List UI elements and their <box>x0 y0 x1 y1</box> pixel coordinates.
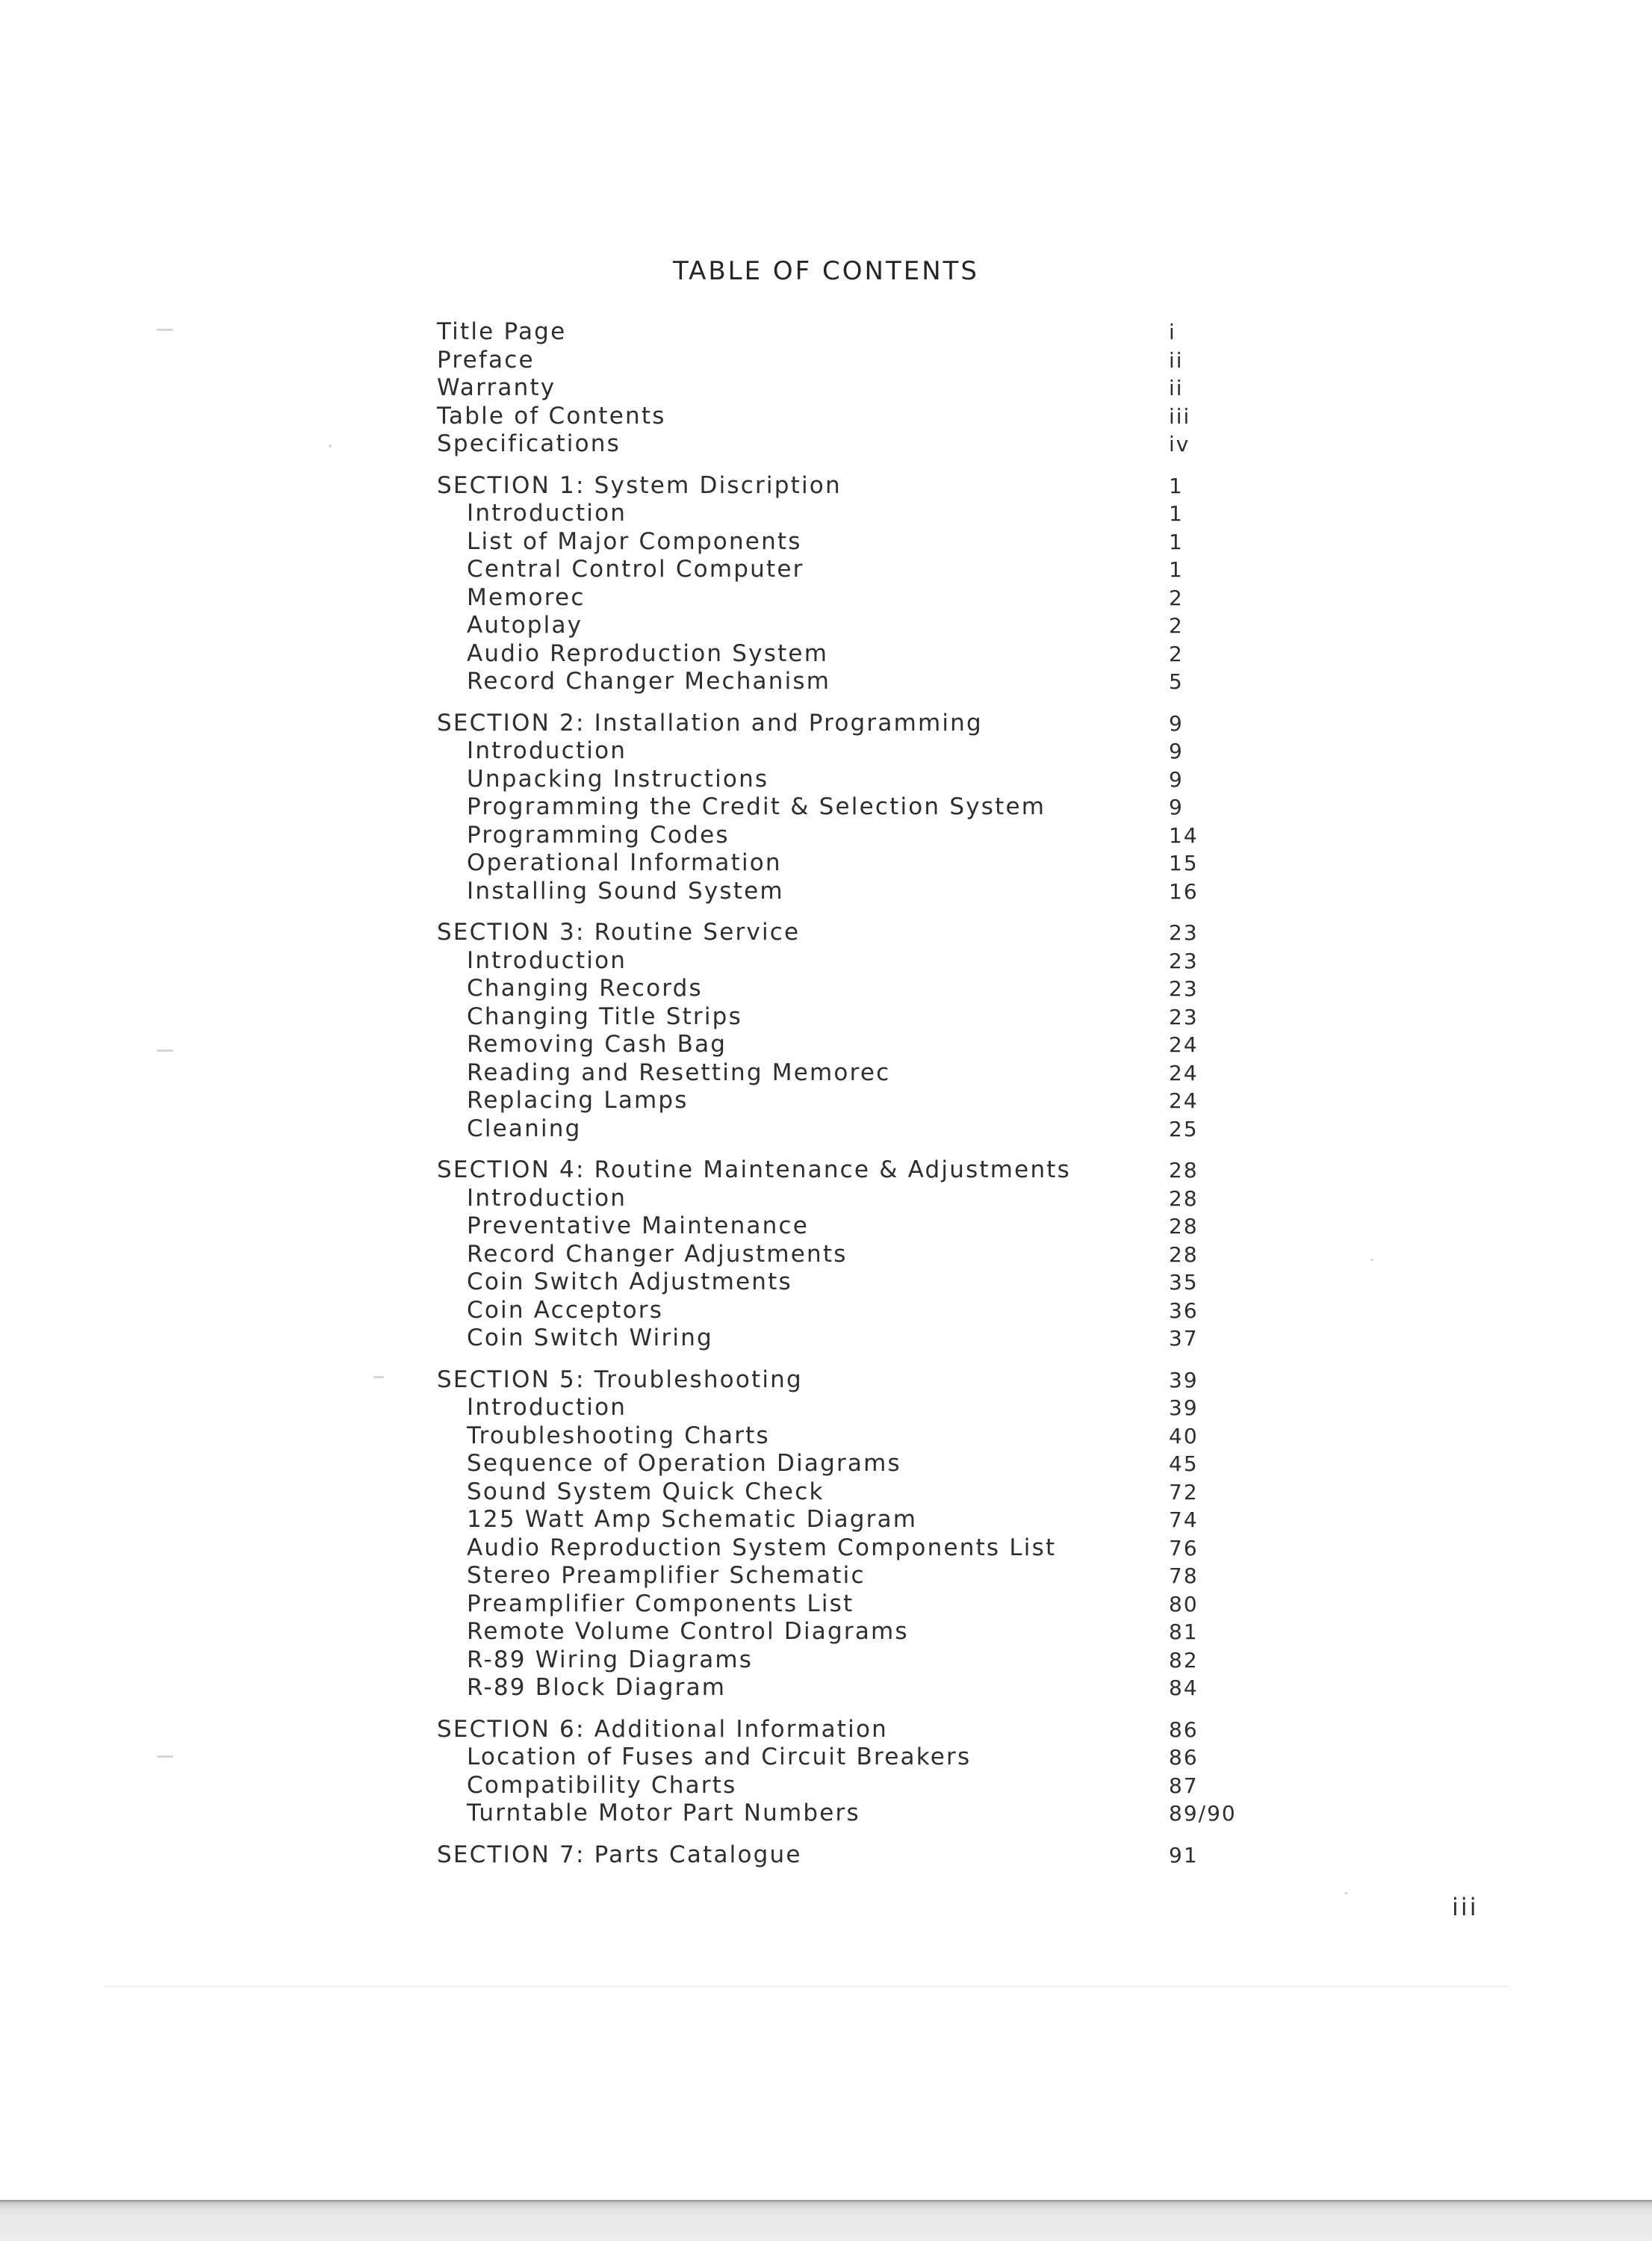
toc-entry-label: Autoplay <box>467 612 583 639</box>
toc-entry-label: Programming the Credit & Selection System <box>467 793 1046 820</box>
toc-entry <box>437 1324 1258 1353</box>
toc-page-number: 1 <box>1169 473 1184 498</box>
toc-entry <box>437 1422 1258 1451</box>
toc-page-number: 2 <box>1169 641 1184 666</box>
toc-entry <box>437 1478 1258 1507</box>
toc-page-number: 74 <box>1169 1507 1199 1532</box>
toc-page-number: 28 <box>1169 1158 1199 1183</box>
toc-page-number: 24 <box>1169 1088 1199 1113</box>
toc-entry <box>437 1185 1258 1213</box>
toc-entry <box>437 1646 1258 1675</box>
toc-section-heading <box>437 919 1258 947</box>
toc-entry <box>437 584 1258 613</box>
toc-entry <box>437 640 1258 669</box>
toc-page-number: 1 <box>1169 501 1184 526</box>
toc-entry-label: Introduction <box>467 1184 627 1212</box>
toc-page-number: 23 <box>1169 920 1199 945</box>
toc-group <box>437 472 1258 696</box>
toc-entry <box>437 1241 1258 1269</box>
toc-entry <box>437 947 1258 976</box>
scan-artifact-line <box>105 1986 1509 1987</box>
toc-section-heading <box>437 1716 1258 1744</box>
scanner-edge <box>0 2200 1652 2241</box>
toc-entry-label: SECTION 3: Routine Service <box>437 919 801 946</box>
toc-group <box>437 919 1258 1143</box>
toc-entry <box>437 1674 1258 1702</box>
toc-entry <box>437 1506 1258 1534</box>
toc-entry-label: Remote Volume Control Diagrams <box>467 1618 909 1645</box>
toc-page-number: 39 <box>1169 1395 1199 1420</box>
toc-entry-label: Central Control Computer <box>467 556 804 583</box>
toc-page-number: 76 <box>1169 1535 1199 1560</box>
toc-page-number: 24 <box>1169 1060 1199 1085</box>
scan-speck <box>157 1755 173 1758</box>
toc-entry-label: Introduction <box>467 946 627 974</box>
toc-page-number: 37 <box>1169 1326 1199 1351</box>
toc-section-heading <box>437 1156 1258 1185</box>
toc-entry-label: Sound System Quick Check <box>467 1478 825 1505</box>
toc-entry <box>437 737 1258 766</box>
toc-entry-label: Replacing Lamps <box>467 1087 689 1114</box>
toc-page-number: 5 <box>1169 669 1184 694</box>
toc-entry-label: Location of Fuses and Circuit Breakers <box>467 1743 972 1770</box>
toc-entry <box>437 403 1258 431</box>
toc-entry <box>437 1115 1258 1144</box>
toc-entry-label: Preventative Maintenance <box>467 1212 809 1239</box>
toc-page-number: 72 <box>1169 1479 1199 1504</box>
scan-speck <box>329 444 332 447</box>
toc-page-number: 23 <box>1169 948 1199 973</box>
toc-page-number: iii <box>1169 403 1191 429</box>
toc-page-number: 9 <box>1169 795 1184 819</box>
toc-page-number: 9 <box>1169 739 1184 763</box>
toc-page-number: iv <box>1169 432 1190 456</box>
toc-entry-label: Warranty <box>437 374 556 401</box>
toc-page-number: ii <box>1169 347 1184 373</box>
toc-entry <box>437 668 1258 696</box>
toc-page-number: 28 <box>1169 1242 1199 1267</box>
scan-speck <box>1344 1892 1348 1894</box>
toc-entry <box>437 347 1258 375</box>
toc-entry-label: Turntable Motor Part Numbers <box>467 1800 860 1826</box>
toc-page-number: 80 <box>1169 1591 1199 1617</box>
toc-entry-label: Compatibility Charts <box>467 1771 737 1799</box>
toc-entry <box>437 500 1258 528</box>
toc-entry-label: Troubleshooting Charts <box>467 1422 770 1449</box>
toc-entry-label: SECTION 7: Parts Catalogue <box>437 1841 802 1868</box>
toc-entry <box>437 1450 1258 1478</box>
toc-page-number: 45 <box>1169 1451 1199 1476</box>
toc-group <box>437 1366 1258 1702</box>
toc-entry <box>437 1743 1258 1772</box>
toc-page-number: 14 <box>1169 822 1199 848</box>
toc-page-number: 24 <box>1169 1032 1199 1057</box>
toc-entry <box>437 528 1258 557</box>
toc-page-number: 89/90 <box>1169 1801 1237 1826</box>
toc-page-number: 9 <box>1169 710 1184 736</box>
toc-group <box>437 1841 1258 1870</box>
toc-entry-label: Title Page <box>437 318 567 345</box>
toc-entry <box>437 849 1258 878</box>
toc-page-number: 39 <box>1169 1367 1199 1392</box>
toc-page-number: 35 <box>1169 1270 1199 1295</box>
toc-entry <box>437 1800 1258 1828</box>
toc-entry-label: Changing Records <box>467 975 703 1002</box>
toc-entry <box>437 1618 1258 1646</box>
toc-entry <box>437 1297 1258 1325</box>
toc-page-number: 78 <box>1169 1563 1199 1588</box>
toc-entry-label: Introduction <box>467 500 627 527</box>
toc-page-number: 2 <box>1169 585 1184 610</box>
toc-entry-label: Coin Acceptors <box>467 1296 664 1324</box>
toc-entry <box>437 1534 1258 1563</box>
toc-entry-label: Introduction <box>467 1394 627 1421</box>
toc-page-number: 81 <box>1169 1619 1199 1644</box>
toc-entry <box>437 822 1258 850</box>
toc-page-number: 1 <box>1169 529 1184 554</box>
toc-entry-label: Stereo Preamplifier Schematic <box>467 1562 866 1589</box>
toc-entry-label: Specifications <box>437 430 621 457</box>
toc-section-heading <box>437 472 1258 500</box>
toc-entry-label: Record Changer Adjustments <box>467 1240 848 1268</box>
toc-page-number: 9 <box>1169 766 1184 792</box>
toc-entry-label: Preamplifier Components List <box>467 1590 854 1617</box>
toc-section-heading <box>437 1841 1258 1870</box>
toc-entry <box>437 1031 1258 1059</box>
toc-entry-label: Reading and Resetting Memorec <box>467 1058 891 1086</box>
toc-page-number: 2 <box>1169 613 1184 638</box>
toc-entry-label: R-89 Block Diagram <box>467 1674 727 1701</box>
toc-entry-label: Operational Information <box>467 849 782 876</box>
toc-entry-label: List of Major Components <box>467 527 802 555</box>
toc-page-number: i <box>1169 320 1176 344</box>
toc-page-number: 91 <box>1169 1842 1199 1868</box>
toc-page-number: ii <box>1169 376 1184 400</box>
toc-entry <box>437 430 1258 459</box>
toc-entry <box>437 374 1258 403</box>
toc-entry <box>437 793 1258 822</box>
toc-entry-label: Record Changer Mechanism <box>467 668 831 695</box>
toc-entry <box>437 878 1258 906</box>
toc-entry <box>437 1394 1258 1422</box>
toc-entry <box>437 1772 1258 1800</box>
toc-page-number: 36 <box>1169 1298 1199 1323</box>
toc-page-number: 86 <box>1169 1745 1199 1770</box>
toc-section-heading <box>437 710 1258 738</box>
toc-entry-label: SECTION 2: Installation and Programming <box>437 709 983 737</box>
toc-page-number: 82 <box>1169 1647 1199 1673</box>
toc-page-number: 15 <box>1169 851 1199 875</box>
toc-entry-label: Changing Title Strips <box>467 1002 742 1030</box>
toc-entry-label: SECTION 1: System Discription <box>437 471 842 499</box>
toc-entry-label: SECTION 4: Routine Maintenance & Adjustments <box>437 1156 1072 1183</box>
toc-page-number: 28 <box>1169 1214 1199 1239</box>
toc-page-number: 23 <box>1169 1004 1199 1029</box>
toc-entry <box>437 1562 1258 1590</box>
toc-entry <box>437 612 1258 640</box>
toc-entry-label: Cleaning <box>467 1115 582 1142</box>
toc-entry-label: Memorec <box>467 583 586 611</box>
toc-page-number: 28 <box>1169 1185 1199 1211</box>
table-of-contents <box>437 318 1258 1882</box>
toc-group <box>437 1716 1258 1828</box>
scan-speck <box>373 1376 384 1378</box>
toc-entry <box>437 975 1258 1003</box>
toc-entry-label: 125 Watt Amp Schematic Diagram <box>467 1506 918 1533</box>
toc-entry-label: SECTION 5: Troubleshooting <box>437 1366 803 1393</box>
toc-entry-label: Programming Codes <box>467 821 730 849</box>
toc-page-number: 86 <box>1169 1717 1199 1742</box>
toc-entry-label: R-89 Wiring Diagrams <box>467 1646 754 1673</box>
toc-entry-label: Removing Cash Bag <box>467 1031 727 1058</box>
toc-page-number: 16 <box>1169 878 1199 904</box>
toc-entry <box>437 1059 1258 1088</box>
toc-entry-label: SECTION 6: Additional Information <box>437 1715 888 1743</box>
toc-entry <box>437 1268 1258 1297</box>
toc-group <box>437 318 1258 459</box>
toc-page-number: 84 <box>1169 1676 1199 1700</box>
toc-entry-label: Introduction <box>467 737 627 764</box>
scan-speck <box>1370 1259 1373 1261</box>
toc-entry-label: Audio Reproduction System Components List <box>467 1534 1057 1561</box>
toc-entry <box>437 556 1258 584</box>
toc-page-number: 1 <box>1169 557 1184 582</box>
toc-entry-label: Preface <box>437 346 535 374</box>
toc-group <box>437 1156 1258 1353</box>
page-title: TABLE OF CONTENTS <box>672 256 980 286</box>
toc-entry-label: Table of Contents <box>437 402 666 430</box>
toc-entry-label: Coin Switch Wiring <box>467 1324 713 1351</box>
scan-speck <box>157 329 173 331</box>
toc-page-number: 40 <box>1169 1423 1199 1448</box>
toc-page-number: 23 <box>1169 976 1199 1001</box>
toc-entry-label: Unpacking Instructions <box>467 765 769 793</box>
toc-entry-label: Sequence of Operation Diagrams <box>467 1450 901 1477</box>
toc-page-number: 87 <box>1169 1773 1199 1798</box>
toc-entry <box>437 318 1258 347</box>
toc-entry-label: Audio Reproduction System <box>467 639 829 667</box>
page-number: iii <box>1452 1893 1479 1921</box>
scan-speck <box>157 1050 173 1052</box>
toc-entry-label: Installing Sound System <box>467 877 784 905</box>
toc-entry <box>437 766 1258 794</box>
toc-page-number: 25 <box>1169 1116 1199 1141</box>
toc-entry <box>437 1087 1258 1115</box>
toc-entry <box>437 1590 1258 1619</box>
toc-entry <box>437 1212 1258 1241</box>
toc-entry <box>437 1003 1258 1032</box>
toc-group <box>437 710 1258 906</box>
toc-entry-label: Coin Switch Adjustments <box>467 1268 792 1295</box>
toc-section-heading <box>437 1366 1258 1395</box>
